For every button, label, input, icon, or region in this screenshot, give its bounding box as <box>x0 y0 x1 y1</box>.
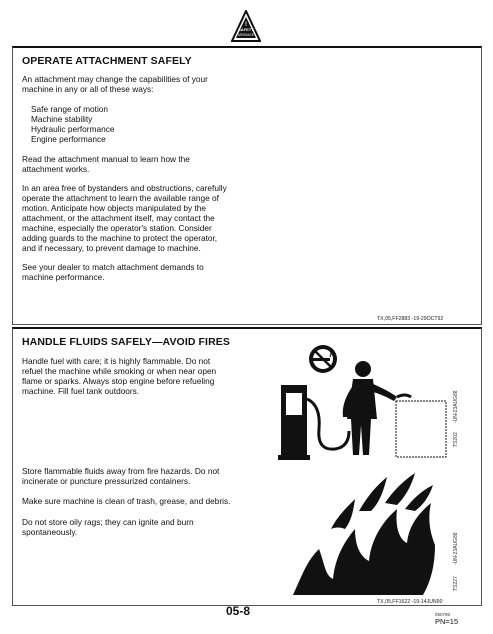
paragraph-line: See your dealer to match attachment demands to <box>22 262 204 272</box>
figure-code: -UN-23AUG88 <box>453 390 459 423</box>
paragraph-line: adding guards to the machine to protect the operator, <box>22 233 218 243</box>
reference-code: TX,05,FF1622 -19-14JUN90 <box>377 599 443 605</box>
paragraph-line: Make sure machine is clean of trash, grease, and debris. <box>22 496 231 506</box>
figure-code: TS202 <box>453 432 459 447</box>
paragraph-line: machine performance. <box>22 272 105 282</box>
paragraph-line: incinerate or puncture pressurized containers. <box>22 476 191 486</box>
figure-code: TS227 <box>453 576 459 591</box>
intro-line: machine in any or all of these ways: <box>22 84 154 94</box>
paragraph-line: Store flammable fluids away from fire hazards. Do not <box>22 466 220 476</box>
safety-alert-logo-icon <box>231 10 261 42</box>
section-handle-fluids <box>12 327 482 606</box>
list-item: Safe range of motion <box>31 104 109 114</box>
paragraph-line: Do not store oily rags; they can ignite and burn <box>22 517 194 527</box>
footer-date-code: 050796 <box>435 612 451 617</box>
footer-pn: PN=15 <box>435 617 459 626</box>
section-title: OPERATE ATTACHMENT SAFELY <box>22 55 192 67</box>
paragraph-line: operate the attachment to learn the available range of <box>22 193 219 203</box>
fuel-pump-icon <box>278 385 349 460</box>
paragraph-line: attachment, or the attachment itself, may contact the <box>22 213 215 223</box>
no-smoking-icon <box>309 345 337 373</box>
section-title: HANDLE FLUIDS SAFELY—AVOID FIRES <box>22 336 230 348</box>
paragraph-line: Read the attachment manual to learn how the <box>22 154 190 164</box>
paragraph-line: attachment works. <box>22 164 90 174</box>
svg-text:!: ! <box>245 22 247 28</box>
refueling-no-smoking-illustration <box>271 341 451 461</box>
paragraph-line: spontaneously. <box>22 527 78 537</box>
list-item: Hydraulic performance <box>31 124 115 134</box>
reference-code: TX,05,FF2883 -19-29OCT92 <box>377 316 444 322</box>
page-number: 05-8 <box>226 604 251 618</box>
fire-flames-illustration <box>285 469 445 597</box>
section-operate-attachment <box>12 46 482 325</box>
paragraph-line: motion. Anticipate how objects manipulated by the <box>22 203 207 213</box>
list-item: Engine performance <box>31 134 106 144</box>
paragraph-line: In an area free of bystanders and obstructions, carefully <box>22 183 227 193</box>
paragraph-line: machine, especially the operator's station. Consider <box>22 223 212 233</box>
paragraph-line: refuel the machine while smoking or when near open <box>22 366 217 376</box>
paragraph-line: Handle fuel with care; it is highly flammable. Do not <box>22 356 211 366</box>
list-item: Machine stability <box>31 114 93 124</box>
paragraph-line: machine. Fill fuel tank outdoors. <box>22 386 140 396</box>
flame-icon <box>293 473 435 595</box>
logo-line2: MESSAGE <box>238 33 254 37</box>
person-refueling-icon <box>343 361 411 455</box>
intro-line: An attachment may change the capabilities of your <box>22 74 208 84</box>
logo-line1: SAFETY <box>238 27 254 32</box>
paragraph-line: and if necessary, to prevent damage to machine. <box>22 243 201 253</box>
paragraph-line: flame or sparks. Always stop engine before refueling <box>22 376 215 386</box>
figure-code: -UN-23AUG88 <box>453 532 459 565</box>
